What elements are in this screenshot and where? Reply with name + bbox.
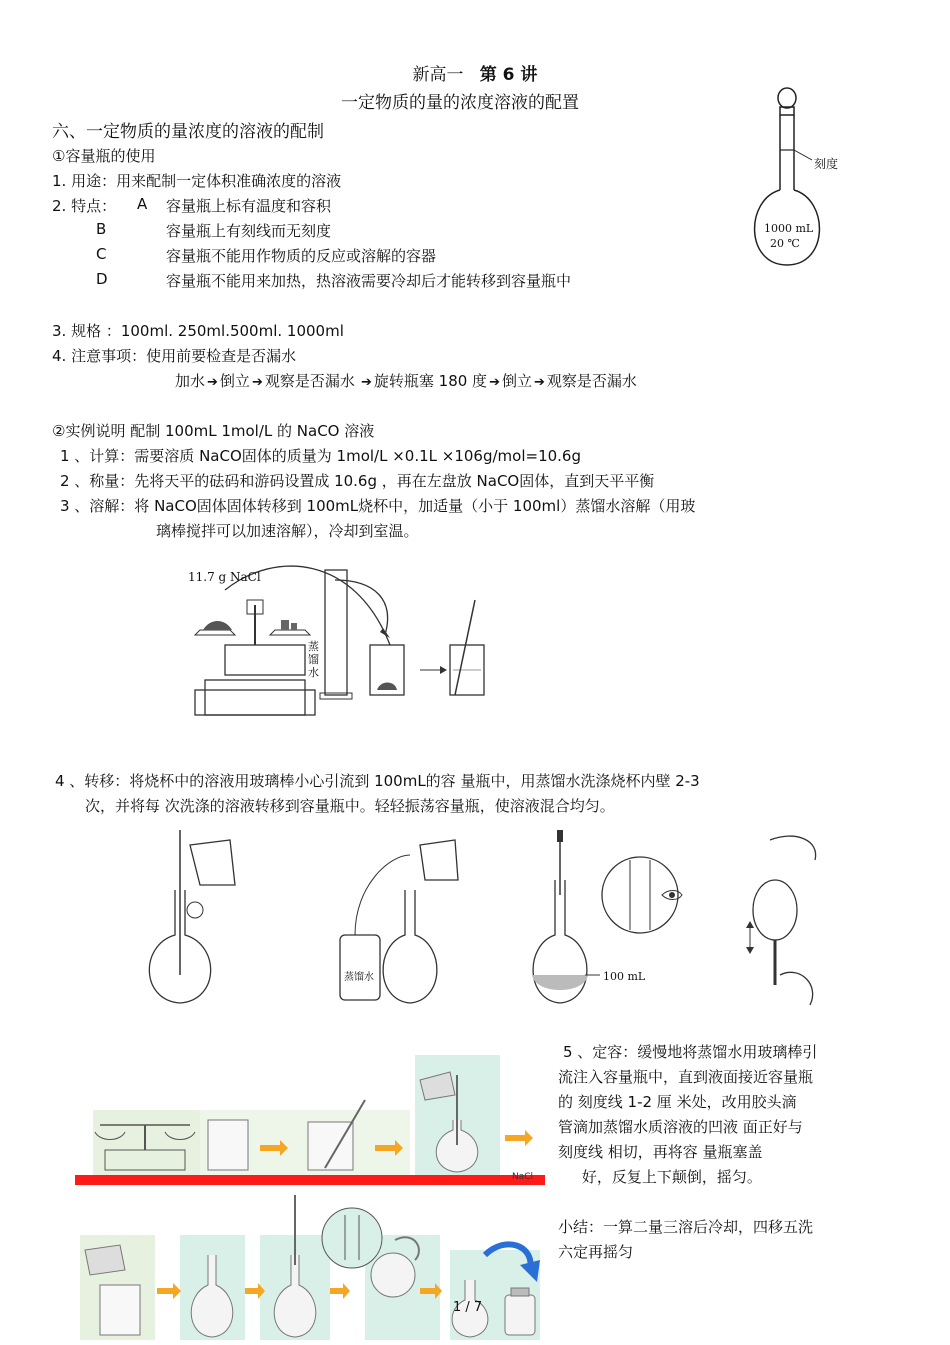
feature-text: 容量瓶不能用来加热，热溶液需要冷却后才能转移到容量瓶中 bbox=[166, 272, 572, 290]
step-dissolve: 3 、溶解：将 NaCO固体固体转移到 100mL烧杯中，加适量（小于 100ml）蒸馏水溶解（用玻 bbox=[60, 497, 696, 515]
example-heading: ②实例说明 配制 100mL 1mol/L 的 NaCO 溶液 bbox=[52, 422, 375, 440]
sub-heading-1: ①容量瓶的使用 bbox=[52, 147, 156, 165]
flow-step: 旋转瓶塞 180 度 bbox=[373, 372, 488, 390]
flow-step: 倒立 bbox=[219, 372, 250, 390]
feature-text: 容量瓶上标有温度和容积 bbox=[166, 197, 332, 215]
section-heading: 六、一定物质的量浓度的溶液的配制 bbox=[52, 122, 324, 142]
item-purpose: 1. 用途：用来配制一定体积准确浓度的溶液 bbox=[52, 172, 342, 190]
flow-step: 观察是否漏水 bbox=[264, 372, 355, 390]
leak-check-flow bbox=[175, 370, 637, 391]
summary-line: 六定再摇匀 bbox=[558, 1243, 634, 1261]
page-number: 1 / 7 bbox=[453, 1300, 483, 1315]
flask-mark-label: 刻度 bbox=[814, 157, 839, 171]
summary-line: 小结：一算二量三溶后冷却，四移五洗 bbox=[558, 1218, 814, 1236]
item-features-label: 2. 特点： bbox=[52, 197, 117, 215]
feature-key: B bbox=[96, 220, 107, 238]
feature-text: 容量瓶不能用作物质的反应或溶解的容器 bbox=[166, 247, 437, 265]
arrow-right-icon: ➔ bbox=[207, 375, 218, 390]
step-fix-volume-line: 的 刻度线 1-2 厘 米处，改用胶头滴 bbox=[558, 1093, 797, 1111]
page-subtitle: 一定物质的量的浓度溶液的配置 bbox=[341, 93, 579, 113]
step-fix-volume-line: 管滴加蒸馏水质溶液的凹液 面正好与 bbox=[558, 1118, 803, 1136]
step-dissolve-cont: 璃棒搅拌可以加速溶解），冷却到室温。 bbox=[156, 522, 419, 540]
step-fix-volume-line: 流注入容量瓶中，直到液面接近容量瓶 bbox=[558, 1068, 814, 1086]
step-transfer-cont: 次，并将每 次洗涤的溶液转移到容量瓶中。轻轻振荡容量瓶，使溶液混合均匀。 bbox=[85, 797, 615, 815]
strip-bottle-label: NaCl bbox=[512, 1172, 534, 1182]
step-fix-volume-line: 好，反复上下颠倒，摇匀。 bbox=[558, 1168, 762, 1186]
feature-key: D bbox=[96, 270, 108, 288]
step-fix-volume-line: 刻度线 相切，再将容 量瓶塞盖 bbox=[558, 1143, 763, 1161]
item-spec: 3. 规格 ：100ml. 250ml.500ml. 1000ml bbox=[52, 322, 344, 340]
distilled-water-label: 蒸馏水 bbox=[308, 640, 319, 679]
flow-step: 倒立 bbox=[501, 372, 532, 390]
flow-step: 观察是否漏水 bbox=[546, 372, 637, 390]
arrow-right-icon: ➔ bbox=[489, 375, 500, 390]
item-notes: 4. 注意事项：使用前要检查是否漏水 bbox=[52, 347, 297, 365]
feature-key: C bbox=[96, 245, 107, 263]
transfer-figure bbox=[140, 825, 840, 1015]
weighing-dissolving-figure bbox=[185, 560, 505, 720]
flow-step: 加水 bbox=[175, 372, 206, 390]
feature-text: 容量瓶上有刻线而无刻度 bbox=[166, 222, 332, 240]
step-transfer: 4 、转移：将烧杯中的溶液用玻璃棒小心引流到 100mL的容 量瓶中，用蒸馏水洗涤烧杯内壁 2-3 bbox=[55, 772, 700, 790]
title-lecture: 第 6 讲 bbox=[479, 65, 538, 85]
flask-volume-label: 1000 mL bbox=[764, 222, 814, 235]
arrow-right-icon: ➔ bbox=[251, 375, 263, 390]
arrow-right-icon: ➔ bbox=[356, 375, 372, 390]
nacl-mass-label: 11.7 g NaCl bbox=[188, 570, 261, 584]
title-prefix: 新高一 bbox=[412, 65, 464, 85]
rinse-bottle-label: 蒸馏水 bbox=[344, 972, 374, 983]
step-weigh: 2 、称量：先将天平的砝码和游码设置成 10.6g ，再在左盘放 NaCO固体，直到天平平衡 bbox=[60, 472, 655, 490]
step-fix-volume-line: 5 、定容：缓慢地将蒸馏水用玻璃棒引 bbox=[563, 1043, 818, 1061]
step-calc: 1 、计算：需要溶质 NaCO固体的质量为 1mol/L ×0.1L ×106g/mol=10.6g bbox=[60, 447, 581, 465]
feature-key: A bbox=[137, 195, 148, 213]
arrow-right-icon: ➔ bbox=[533, 375, 545, 390]
flask-temp-label: 20 ℃ bbox=[770, 237, 800, 250]
flask-100ml-label: 100 mL bbox=[603, 970, 646, 983]
